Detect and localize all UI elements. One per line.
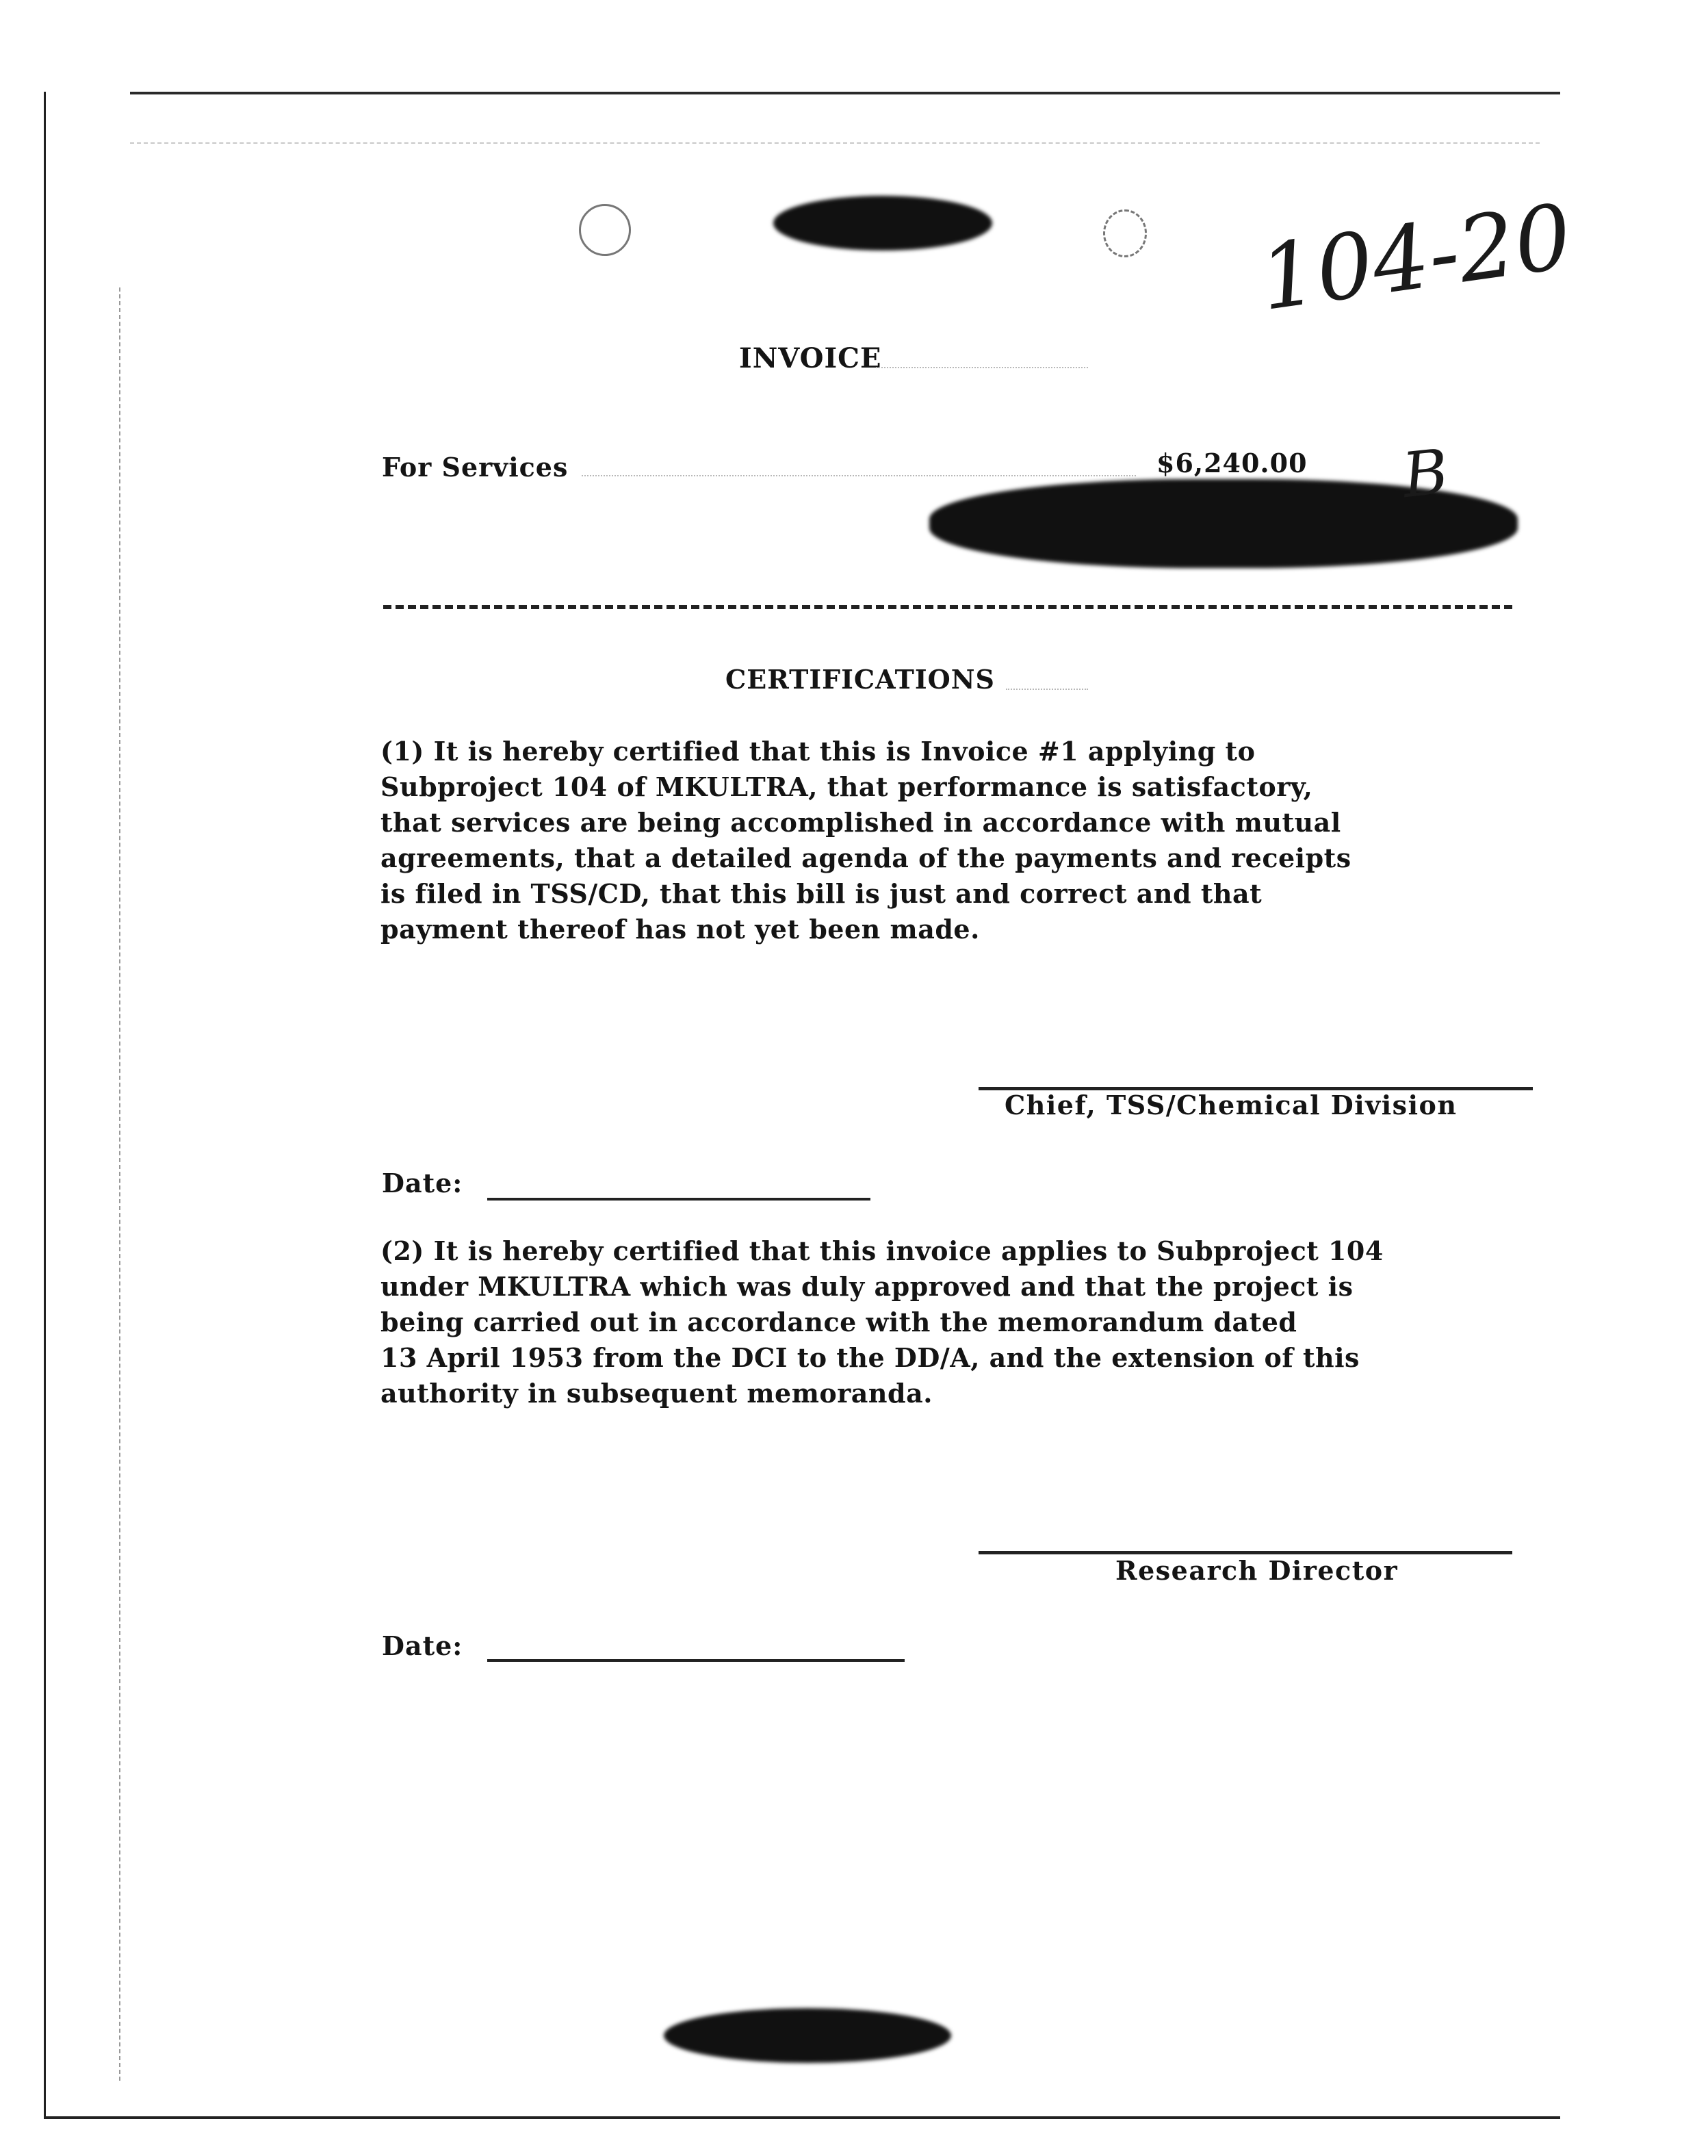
date-label-1: Date: (382, 1168, 463, 1198)
invoice-title: INVOICE (739, 342, 882, 374)
services-dotline (582, 475, 1136, 476)
redaction-bottom (664, 2008, 951, 2063)
cert1-line: Subproject 104 of MKULTRA, that performance is satisfactory, (380, 771, 1313, 802)
punch-hole-right (1103, 209, 1147, 257)
signatory-research-director: Research Director (1115, 1555, 1399, 1586)
cert2-line: under MKULTRA which was duly approved and that the project is (380, 1271, 1354, 1302)
cert2-line: being carried out in accordance with the memorandum dated (380, 1307, 1297, 1337)
section-separator (383, 605, 1512, 609)
cert1-line: agreements, that a detailed agenda of the payments and receipts (380, 843, 1351, 873)
redaction-top (773, 196, 992, 251)
date-line-2 (487, 1659, 905, 1662)
signatory-chief: Chief, TSS/Chemical Division (1005, 1090, 1458, 1120)
scan-rule-top (130, 142, 1540, 144)
certification-1 (380, 734, 1351, 947)
cert2-line: (2) It is hereby certified that this invoice applies to Subproject 104 (380, 1235, 1384, 1266)
cert2-line: authority in subsequent memoranda. (380, 1378, 933, 1409)
certifications-heading: CERTIFICATIONS (725, 664, 995, 695)
cert1-line: payment thereof has not yet been made. (380, 914, 980, 945)
date-label-2: Date: (382, 1630, 463, 1661)
heading-dotline (1006, 689, 1088, 690)
punch-hole-left (579, 204, 631, 256)
cert1-line: (1) It is hereby certified that this is Invoice #1 applying to (380, 736, 1256, 767)
date-line-1 (487, 1198, 870, 1201)
certification-2 (380, 1233, 1384, 1411)
cert2-line: 13 April 1953 from the DCI to the DD/A, and the extension of this (380, 1342, 1360, 1373)
handwritten-mark: B (1399, 435, 1452, 513)
page-border-bottom (44, 2116, 1560, 2119)
services-label: For Services (382, 452, 569, 483)
signature-line-2 (979, 1551, 1512, 1554)
cert1-line: that services are being accomplished in accordance with mutual (380, 807, 1341, 838)
inner-margin-line (119, 287, 122, 2081)
title-dotline (876, 367, 1088, 368)
invoice-amount: $6,240.00 (1156, 448, 1308, 478)
page-border-left (44, 92, 46, 2118)
cert1-line: is filed in TSS/CD, that this bill is just and correct and that (380, 878, 1263, 909)
handwritten-number: 104-20 (1253, 183, 1578, 331)
page-border-top (130, 92, 1560, 94)
